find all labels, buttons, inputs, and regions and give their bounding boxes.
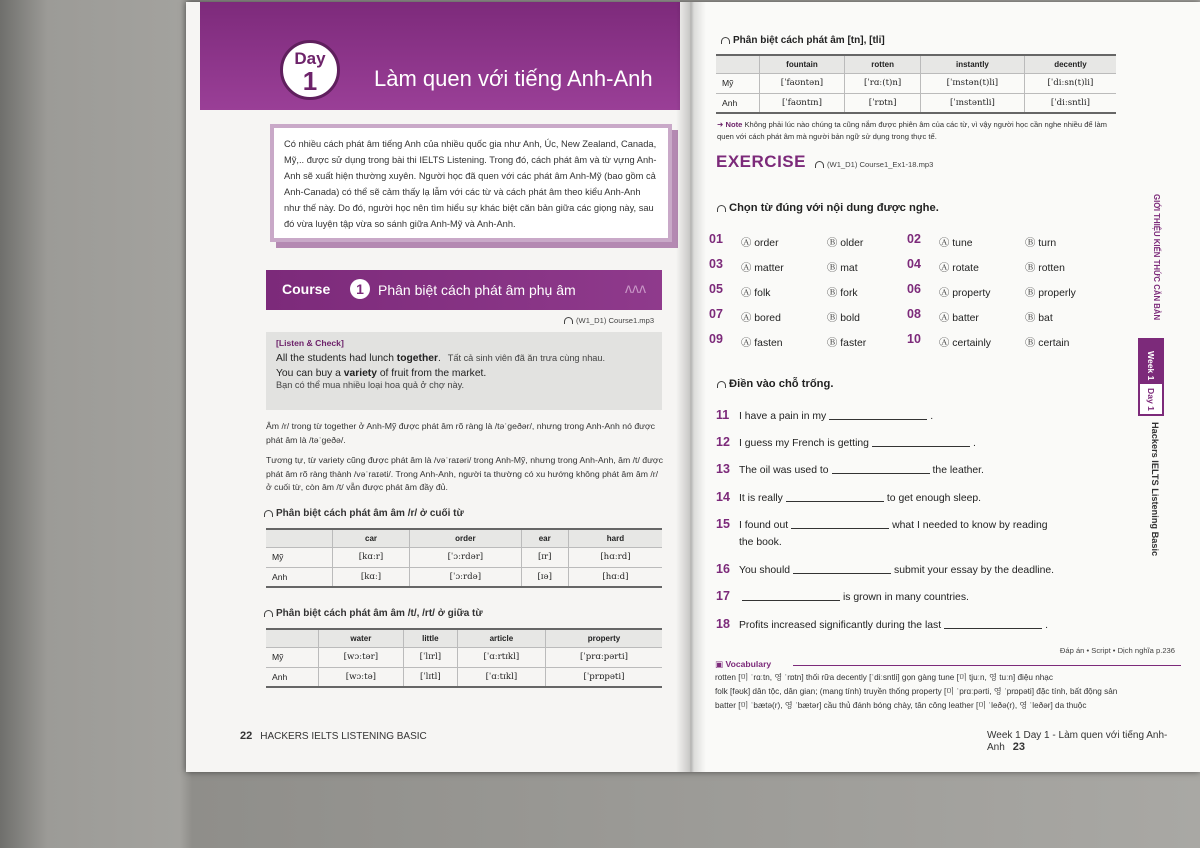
- option-b[interactable]: Ⓑ rotten: [1025, 263, 1065, 274]
- table-header: rotten: [845, 55, 921, 73]
- question-number: 16: [716, 562, 730, 576]
- course-number: 1: [350, 279, 370, 299]
- vocabulary-line: folk [fəʊk] dân tộc, dân gian; (mang tính) truyền thống property [미 ˈprɑːpərti, 영 ˈprɒpəti] đặc tính, bất động sản: [715, 687, 1118, 696]
- course-title: Phân biệt cách phát âm phụ âm: [378, 282, 576, 298]
- headphone-icon: [264, 610, 273, 617]
- course-banner: [266, 270, 662, 310]
- option-a[interactable]: Ⓐ order: [741, 238, 779, 249]
- headphone-icon: [721, 37, 730, 44]
- listen-translation-2: Bạn có thể mua nhiều loại hoa quả ở chợ này.: [276, 380, 465, 390]
- table2-title: Phân biệt cách phát âm âm /t/, /rt/ ở giữa từ: [264, 608, 483, 619]
- page-number: 23: [1012, 741, 1026, 753]
- vocabulary-line: batter [미 ˈbætə(r), 영 ˈbætər] cầu thủ đánh bóng chày, tân công leather [미 ˈleðə(r), 영 ˈleðər] da thuộc: [715, 701, 1087, 710]
- question-number: 18: [716, 617, 730, 631]
- table-header: property: [546, 629, 663, 647]
- answer-blank[interactable]: [944, 619, 1042, 629]
- vocabulary-header: ▣ Vocabulary: [715, 659, 772, 669]
- vocabulary-line: rotten [미 ˈrɑːtn, 영 ˈrɒtn] thối rữa decently [ˈdiːsntli] gọn gàng tune [미 tjuːn, 영 tuːn] điệu nhạc: [715, 673, 1053, 682]
- question-number: 17: [716, 589, 730, 603]
- question-number: 15: [716, 517, 730, 531]
- headphone-icon: [717, 381, 726, 388]
- option-b[interactable]: Ⓑ properly: [1025, 288, 1076, 299]
- answer-blank[interactable]: [793, 564, 891, 574]
- page-title: Làm quen với tiếng Anh-Anh: [374, 66, 653, 91]
- note: ➜ Note Không phải lúc nào chúng ta cũng nắm được phiên âm của các từ, vì vậy người học cần nghe nhiều để làm quen với cách phát âm mà người bản ngữ sử dụng trong thực tế.: [717, 120, 1107, 141]
- listen-sentence-1: All the students had lunch together. Tất cả sinh viên đã ăn trưa cùng nhau.: [276, 353, 606, 364]
- table-r-final: [266, 528, 662, 588]
- intro-box: Có nhiều cách phát âm tiếng Anh của nhiều quốc gia như Anh, Úc, New Zealand, Canada, Mỹ,.. được sử dụng trong bài thi IELTS Listening. Trong đó, cách phát âm và từ vựng Anh-Anh sẽ xuất hiện thường xuyên. Người học đã quen với các phát âm Anh-Mỹ (bao gồm cả Anh-Canada) có thể sẽ cảm thấy lạ lẫm với các từ và cách phát âm theo kiểu Anh-Anh như thế này. Do đó, người học nên tìm hiểu sự khác biệt căn bản giữa các giọng này, sau đó vừa luyện tập vừa so sánh giữa Anh-Mỹ và Anh-Anh.: [270, 124, 672, 242]
- question-number: 03: [709, 257, 723, 271]
- question-number: 05: [709, 282, 723, 296]
- table-row: Mỹ [ˈfaʊntən] [ˈrɑː(t)n] [ˈɪnstən(t)li] [ˈdiːsn(t)li]: [716, 73, 1116, 93]
- question-number: 08: [907, 307, 921, 321]
- option-b[interactable]: Ⓑ bat: [1025, 313, 1053, 324]
- option-a[interactable]: Ⓐ property: [939, 288, 991, 299]
- table-header: car: [332, 529, 409, 547]
- option-b[interactable]: Ⓑ fork: [827, 288, 858, 299]
- headphone-icon: [717, 205, 726, 212]
- answer-reference: Đáp án • Script • Dịch nghĩa p.236: [1059, 646, 1175, 655]
- book-spread: [186, 2, 1200, 772]
- answer-blank[interactable]: [832, 464, 930, 474]
- question-number: 06: [907, 282, 921, 296]
- exercise-heading: EXERCISE: [716, 152, 806, 171]
- side-day-tab: Day 1: [1138, 382, 1164, 416]
- left-page: [186, 2, 691, 772]
- table-row: Mỹ [wɔːtər] [ˈlɪrl] [ˈɑːrtɪkl] [ˈprɑːpərti]: [266, 647, 662, 667]
- table1-title: Phân biệt cách phát âm âm /r/ ở cuối từ: [264, 508, 464, 519]
- side-week-tab: Week 1: [1138, 338, 1164, 394]
- answer-blank[interactable]: [791, 519, 889, 529]
- option-a[interactable]: Ⓐ bored: [741, 313, 781, 324]
- page-number: 22: [240, 730, 253, 742]
- course-decoration: ʌʌʌ: [625, 280, 646, 296]
- right-table-title: Phân biệt cách phát âm [tn], [tli]: [721, 35, 885, 46]
- answer-blank[interactable]: [872, 437, 970, 447]
- option-b[interactable]: Ⓑ older: [827, 238, 864, 249]
- option-a[interactable]: Ⓐ fasten: [741, 338, 783, 349]
- option-a[interactable]: Ⓐ matter: [741, 263, 784, 274]
- answer-blank[interactable]: [742, 591, 840, 601]
- headphone-icon: [815, 161, 824, 168]
- question-number: 07: [709, 307, 723, 321]
- question-number: 09: [709, 332, 723, 346]
- question-number: 04: [907, 257, 921, 271]
- question-number: 11: [716, 408, 730, 422]
- option-b[interactable]: Ⓑ bold: [827, 313, 860, 324]
- question-number: 02: [907, 232, 921, 246]
- day-number: 1: [302, 66, 318, 96]
- table-header: order: [410, 529, 521, 547]
- option-a[interactable]: Ⓐ rotate: [939, 263, 979, 274]
- answer-blank[interactable]: [786, 492, 884, 502]
- vocabulary-divider: [793, 665, 1181, 666]
- question-number: 13: [716, 462, 730, 476]
- side-section-label: GIỚI THIỆU KIẾN THỨC CĂN BẢN: [1152, 194, 1161, 321]
- option-a[interactable]: Ⓐ tune: [939, 238, 973, 249]
- listen-sentence-2: You can buy a variety of fruit from the market.: [276, 368, 487, 379]
- instruction-choose: Chọn từ đúng với nội dung được nghe.: [717, 202, 939, 214]
- table-header: hard: [568, 529, 662, 547]
- right-page: Phân biệt cách phát âm [tn], [tli] fountain rotten instantly decently Mỹ [ˈfaʊntən] [ˈrɑː(t)n] [ˈɪnstən(t)li] [ˈdiːsn(t)li] Anh [ˈfaʊntɪn] [ˈrɒtn] [ˈɪnstəntli] [ˈdiːsntli] ➜ Note Không phải lúc nào chúng ta cũng nắm được phiên âm của các từ, vì vậy người học cần nghe nhiều để làm quen với cách phát âm mà người bản ngữ sử dụng trong thực tế. EXERCISE (W1_D1) Course1_Ex1-18.mp3 Chọn từ đúng với nội dung được nghe. 01 Ⓐ order Ⓑ older 02 Ⓐ tune Ⓑ turn 03 Ⓐ matter Ⓑ mat 04 Ⓐ rotate Ⓑ rotten 05 Ⓐ folk Ⓑ fork 06 Ⓐ property Ⓑ properly 07 Ⓐ bored Ⓑ bold 08 Ⓐ batter Ⓑ bat 09 Ⓐ fasten Ⓑ faster 10 Ⓐ certainly Ⓑ certain Điền vào chỗ trống. 11 I have a pain in my . 12 I guess my French is getting . 13 The oil was used to the leather. 14 It is really to get enough sleep. 15 I found out what I needed to know by reading the book. 16 You should submit your essay by the deadline. 17 is grown in many countries. 18 Profits increased significantly during the last . Đáp án • Script • Dịch nghĩa p.236 ▣ Vocabulary rotten [미 ˈrɑːtn, 영 ˈrɒtn] thối rữa decently [ˈdiːsntli] gọn gàng tune [미 tjuːn, 영 tuːn] điệu nhạc folk [fəʊk] dân tộc, dân gian; (mang tính) truyền thống property [미 ˈprɑːpərti, 영 ˈprɒpəti] đặc tính, bất động sản batter [미 ˈbætə(r), 영 ˈbætər] cầu thủ đánh bóng chày, tân công leather [미 ˈleðə(r), 영 ˈleðər] da thuộc Week 1 Day 1 - Làm quen với tiếng Anh-Anh 23: [691, 2, 1200, 772]
- course-audio: (W1_D1) Course1.mp3: [564, 316, 654, 325]
- table-header: instantly: [921, 55, 1025, 73]
- table-header: little: [403, 629, 457, 647]
- table-header: fountain: [759, 55, 845, 73]
- table-header: ear: [521, 529, 568, 547]
- table-row: Anh [kɑː] [ˈɔːrdə] [ɪə] [hɑːd]: [266, 567, 662, 587]
- option-b[interactable]: Ⓑ mat: [827, 263, 858, 274]
- answer-blank[interactable]: [829, 410, 927, 420]
- table-header: [716, 55, 759, 73]
- headphone-icon: [264, 510, 273, 517]
- option-a[interactable]: Ⓐ certainly: [939, 338, 991, 349]
- day-label: Day: [294, 49, 326, 68]
- table-row: Mỹ [kɑːr] [ˈɔːrdər] [ɪr] [hɑːrd]: [266, 547, 662, 567]
- table-header: [266, 629, 318, 647]
- course-label: Course: [282, 281, 331, 297]
- listen-check-box: [266, 332, 662, 410]
- table-header: [266, 529, 332, 547]
- option-a[interactable]: Ⓐ batter: [939, 313, 979, 324]
- table-header: water: [318, 629, 403, 647]
- option-b[interactable]: Ⓑ turn: [1025, 238, 1057, 249]
- left-footer: [240, 730, 427, 742]
- running-title: HACKERS IELTS LISTENING BASIC: [260, 731, 427, 742]
- day-header: [200, 2, 680, 110]
- option-a[interactable]: Ⓐ folk: [741, 288, 771, 299]
- question-number: 10: [907, 332, 921, 346]
- question-number: 12: [716, 435, 730, 449]
- running-title: Week 1 Day 1 - Làm quen với tiếng Anh-Anh: [987, 730, 1168, 753]
- explanation-paragraph-2: Tương tự, từ variety cũng được phát âm là /vəˈraɪəri/ trong Anh-Mỹ, nhưng trong Anh-Anh, âm /t/ được phát âm rõ ràng thành /vəˈraɪəti/. Trong Anh-Anh, người ta thường có xu hướng không phát âm âm /r/ ở cuối từ, còn âm /t/ vẫn được phát âm đầy đủ.: [266, 455, 663, 492]
- table-header: decently: [1024, 55, 1116, 73]
- listen-header: [Listen & Check]: [276, 338, 344, 348]
- table-row: Anh [wɔːtə] [ˈlɪtl] [ˈɑːtɪkl] [ˈprɒpəti]: [266, 667, 662, 687]
- option-b[interactable]: Ⓑ faster: [827, 338, 867, 349]
- explanation-paragraph-1: Âm /r/ trong từ together ở Anh-Mỹ được phát âm rõ ràng là /təˈgeðər/, nhưng trong Anh-Anh nó được phát âm là /təˈgeðə/.: [266, 421, 656, 445]
- instruction-fill: Điền vào chỗ trống.: [717, 378, 833, 390]
- headphone-icon: [564, 317, 573, 324]
- side-book-title: Hackers IELTS Listening Basic: [1150, 422, 1160, 557]
- exercise-audio: (W1_D1) Course1_Ex1-18.mp3: [815, 160, 933, 169]
- note-label: ➜ Note: [717, 120, 743, 129]
- question-number: 01: [709, 232, 723, 246]
- table-row: Anh [ˈfaʊntɪn] [ˈrɒtn] [ˈɪnstəntli] [ˈdiːsntli]: [716, 93, 1116, 113]
- question-number: 14: [716, 490, 730, 504]
- right-footer: [987, 730, 1200, 753]
- table-header: article: [457, 629, 545, 647]
- day-badge: [280, 40, 340, 100]
- option-b[interactable]: Ⓑ certain: [1025, 338, 1070, 349]
- table-t-medial: [266, 628, 662, 688]
- table-tn-tli: [716, 54, 1116, 114]
